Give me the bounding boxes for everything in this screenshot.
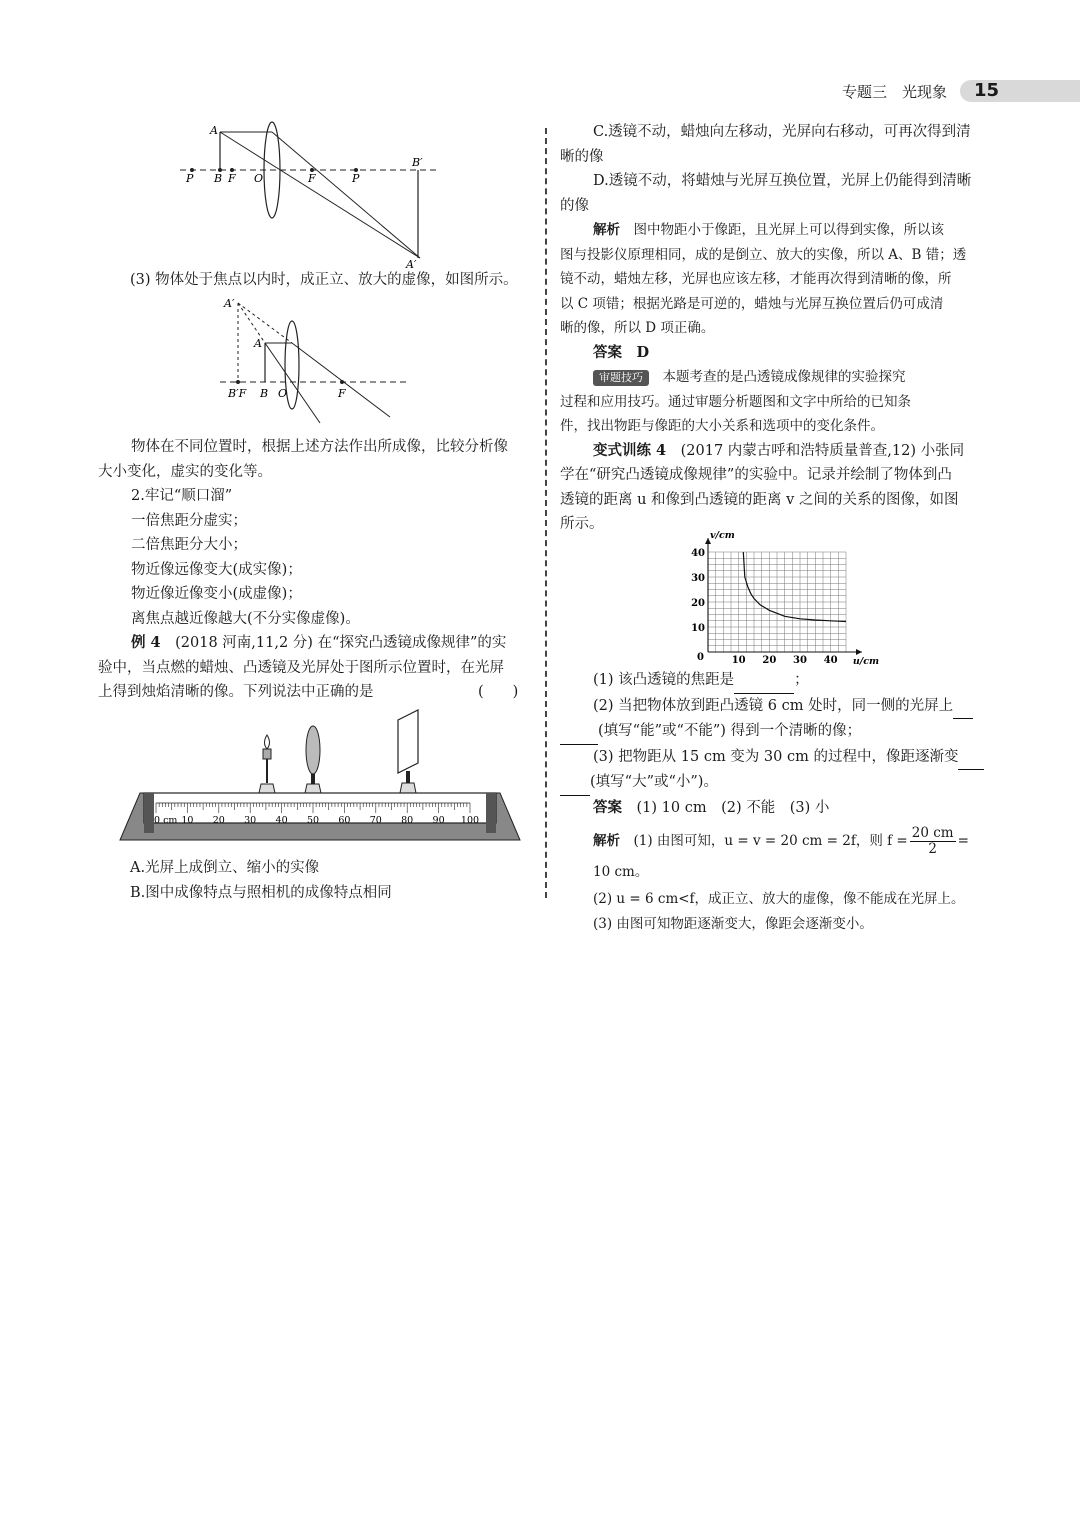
analysis2-label: 解析 — [593, 833, 620, 849]
example4-line1: 例 4 (2018 河南,11,2 分) 在“探究凸透镜成像规律”的实 — [131, 634, 507, 651]
answer-blank-2b[interactable] — [560, 719, 598, 745]
x-tick-label: 20 — [762, 655, 777, 666]
ruler-tick-label: 90 — [432, 815, 445, 826]
variant4-line3: 透镜的距离 u 和像到凸透镜的距离 v 之间的关系的图像，如图 — [560, 491, 959, 508]
page-number: 15 — [974, 80, 1000, 101]
analysis2-line1: 解析 (1) 由图可知，u = v = 20 cm = 2f，则 f = $\frac{20 cm}{2}$ = 10 cm。 — [593, 825, 969, 880]
rhyme-line: 物近像近像变小(成虚像)； — [131, 586, 302, 602]
analysis-line: 晰的像，所以 D 项正确。 — [560, 320, 715, 336]
ruler-tick-label: 40 — [275, 815, 288, 826]
label-Bprime: B′ — [412, 156, 423, 169]
tip-line: 过程和应用技巧。通过审题分析题图和文字中所给的已知条 — [560, 393, 911, 410]
ruler-tick-label: 100 — [460, 815, 480, 826]
label-O: O — [254, 172, 264, 185]
label-F1: F — [228, 172, 236, 185]
tip-line1: 审题技巧 本题考查的是凸透镜成像规律的实验探究 — [560, 365, 990, 390]
analysis2-line3: (3) 由图可知物距逐渐变大，像距会逐渐变小。 — [593, 915, 873, 932]
answer-label: 答案 — [593, 343, 622, 361]
rhyme-line: 一倍焦距分虚实； — [131, 512, 247, 529]
label-P1: P — [186, 172, 194, 185]
label-B: B — [214, 172, 223, 185]
x-tick-label: 10 — [731, 655, 746, 666]
answer2-label: 答案 — [593, 798, 622, 816]
para1-line2: 大小变化，虚实的变化等。 — [98, 463, 272, 480]
variant4-label: 变式训练 4 — [593, 441, 667, 459]
page-number-tab — [960, 80, 1080, 102]
left-item3 — [130, 268, 530, 293]
ruler-tick-label: 0 cm — [154, 815, 178, 826]
label-P2: P — [352, 172, 360, 185]
fraction — [910, 826, 956, 857]
item3-text: (3) 物体处于焦点以内时，成正立、放大的虚像，如图所示。 — [130, 272, 518, 288]
option-c-line1: C.透镜不动，蜡烛向左移动，光屏向右移动，可再次得到清 — [593, 124, 971, 140]
label-BprimeF: B′F — [228, 387, 247, 400]
fraction-numerator: 20 cm — [911, 825, 954, 841]
left-body — [98, 435, 538, 705]
column-divider — [545, 128, 547, 898]
label-B2: B — [260, 387, 269, 400]
answer2-value: (1) 10 cm (2) 不能 (3) 小 — [636, 799, 830, 816]
ray-diagram-real-image — [180, 120, 440, 270]
question-2-line1: (2) 当把物体放到距凸透镜 6 cm 处时，同一侧的光屏上 — [560, 694, 990, 720]
y-tick-label: 40 — [691, 548, 705, 559]
variant4-line1: 变式训练 4 (2017 内蒙古呼和浩特质量普查,12) 小张同 — [593, 441, 965, 459]
answer-value: D — [636, 343, 650, 361]
rhyme-line: 二倍焦距分大小； — [131, 537, 247, 553]
option-c-line2: 晰的像 — [560, 148, 604, 165]
question-3-line1: (3) 把物距从 15 cm 变为 30 cm 的过程中，像距逐渐变 — [560, 745, 990, 771]
ruler-tick-label: 30 — [244, 815, 257, 826]
tip-line: 件，找出物距与像距的大小关系和选项中的变化条件。 — [560, 418, 884, 434]
x-tick-label: 40 — [823, 655, 838, 666]
analysis-line: 以 C 项错；根据光路是可逆的，蜡烛与光屏互换位置后仍可成清 — [560, 295, 944, 312]
question-2-line2: (填写“能”或“不能”) 得到一个清晰的像； — [560, 719, 990, 745]
analysis-line1: 解析 图中物距小于像距，且光屏上可以得到实像，所以该 — [593, 222, 944, 238]
page-header — [830, 80, 1080, 104]
right-questions — [560, 668, 990, 936]
fraction-denominator: 2 — [928, 841, 937, 857]
point2-title: 2.牢记“顺口溜” — [131, 488, 233, 504]
answer-paren: ( ) — [478, 684, 519, 700]
answer-blank-3a[interactable] — [958, 745, 984, 771]
rhyme-line: 离焦点越近像越大(不分实像虚像)。 — [131, 610, 360, 627]
answer-line — [560, 341, 990, 366]
ruler-tick-label: 10 — [181, 815, 194, 826]
tip-badge: 审题技巧 — [593, 370, 649, 386]
example4-label: 例 4 — [131, 634, 161, 651]
variant4-line4: 所示。 — [560, 516, 604, 532]
v-u-chart — [680, 528, 880, 668]
question-3-line2: (填写“大”或“小”)。 — [560, 770, 990, 796]
right-column — [560, 120, 990, 537]
ruler-tick-label: 60 — [338, 815, 351, 826]
y-tick-label: 30 — [691, 573, 705, 584]
ruler-tick-label: 50 — [306, 815, 320, 826]
label-Aprime: A′ — [406, 258, 417, 271]
optical-bench-figure — [120, 705, 520, 845]
example4-line2: 验中，当点燃的蜡烛、凸透镜及光屏处于图所示位置时，在光屏 — [98, 659, 504, 676]
left-options — [130, 856, 530, 905]
label-O2: O — [278, 387, 288, 400]
origin-label: 0 — [697, 652, 704, 663]
answer2-line — [560, 796, 990, 821]
option-d-line1: D.透镜不动，将蜡烛与光屏互换位置，光屏上仍能得到清晰 — [593, 173, 972, 189]
x-axis-label: u/cm — [852, 656, 880, 667]
label-Aprime2: A′ — [224, 297, 235, 310]
analysis-line: 镜不动，蜡烛左移，光屏也应该左移，才能再次得到清晰的像，所 — [560, 271, 952, 287]
ruler-tick-label: 80 — [401, 815, 414, 826]
ruler-tick-label: 20 — [212, 815, 225, 826]
rhyme-line: 物近像远像变大(成实像)； — [131, 561, 302, 578]
analysis-label: 解析 — [593, 222, 620, 238]
label-A2: A — [254, 337, 262, 350]
option-d-line2: 的像 — [560, 197, 589, 214]
ruler-tick-label: 70 — [369, 815, 382, 826]
y-tick-label: 20 — [691, 598, 705, 609]
analysis-line: 图与投影仪原理相同，成的是倒立、放大的实像，所以 A、B 错；透 — [560, 246, 967, 263]
answer-blank-3b[interactable] — [560, 770, 590, 796]
chapter-title: 专题三 光现象 — [842, 83, 948, 101]
y-tick-label: 10 — [691, 623, 705, 634]
para1-line1: 物体在不同位置时，根据上述方法作出所成像，比较分析像 — [131, 439, 508, 455]
ray-diagram-virtual-image — [220, 295, 420, 430]
answer-blank-2a[interactable] — [953, 694, 973, 720]
analysis2-line2: (2) u = 6 cm<f，成正立、放大的虚像，像不能成在光屏上。 — [593, 891, 965, 907]
variant4-line2: 学在“研究凸透镜成像规律”的实验中。记录并绘制了物体到凸 — [560, 467, 952, 483]
question-1: (1) 该凸透镜的焦距是 ； — [560, 668, 990, 694]
label-F2: F — [308, 172, 316, 185]
y-axis-label: v/cm — [710, 530, 735, 541]
answer-blank-1[interactable] — [734, 668, 794, 694]
example4-line3: 上得到烛焰清晰的像。下列说法中正确的是 ( ) — [98, 680, 538, 705]
option-a: A.光屏上成倒立、缩小的实像 — [130, 860, 320, 876]
label-A: A — [210, 124, 218, 137]
option-b: B.图中成像特点与照相机的成像特点相同 — [130, 884, 392, 901]
label-F3: F — [338, 387, 346, 400]
x-tick-label: 30 — [793, 655, 807, 666]
x-axis-arrow — [856, 649, 862, 655]
